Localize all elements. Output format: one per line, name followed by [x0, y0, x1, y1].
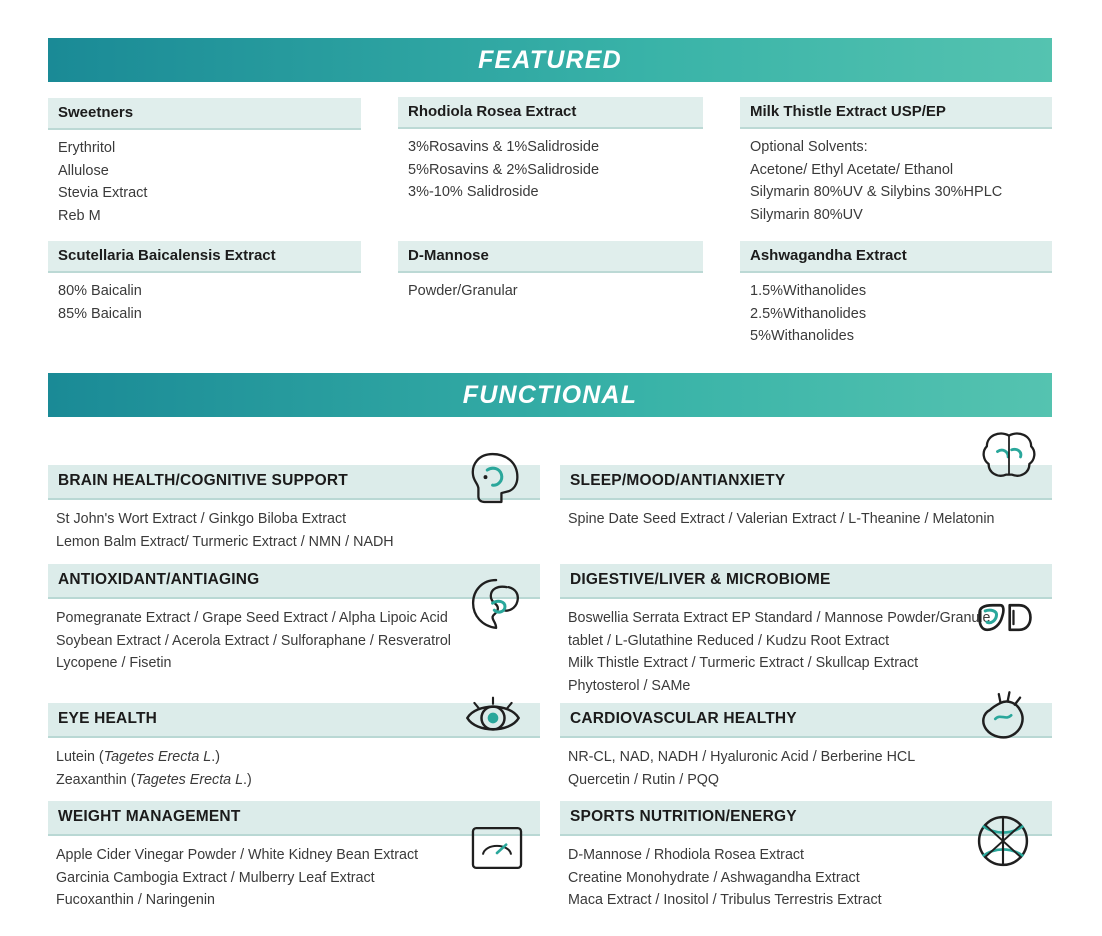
list-item: St John's Wort Extract / Ginkgo Biloba Extract [56, 511, 347, 527]
list-item: Maca Extract / Inositol / Tribulus Terrestris Extract [568, 892, 882, 908]
list-item: Stevia Extract [58, 185, 148, 201]
featured-block-milk-thistle [740, 97, 1052, 226]
list-item: 1.5%Withanolides [750, 283, 867, 299]
category-title: Rhodiola Rosea Extract [398, 97, 703, 129]
featured-block-rhodiola [398, 97, 703, 204]
functional-title: EYE HEALTH [48, 703, 540, 738]
functional-block-antioxidant [48, 564, 540, 675]
category-title: Milk Thistle Extract USP/EP [740, 97, 1052, 129]
featured-banner [48, 38, 1052, 82]
featured-banner-title: FEATURED [478, 45, 622, 74]
functional-title: SPORTS NUTRITION/ENERGY [560, 801, 1052, 836]
list-item: Phytosterol / SAMe [568, 677, 691, 694]
list-item: Lycopene / Fisetin [56, 655, 172, 671]
list-item: D-Mannose / Rhodiola Rosea Extract [568, 847, 805, 863]
functional-items [48, 836, 540, 912]
functional-block-eye-health [48, 703, 540, 791]
list-item: Erythritol [58, 140, 116, 156]
functional-title: BRAIN HEALTH/COGNITIVE SUPPORT [48, 465, 540, 500]
functional-title: WEIGHT MANAGEMENT [48, 801, 540, 836]
list-item: Lemon Balm Extract/ Turmeric Extract / NMN / NADH [56, 533, 394, 550]
functional-banner-title: FUNCTIONAL [462, 380, 638, 409]
category-items [398, 273, 703, 303]
list-item: Silymarin 80%UV & Silybins 30%HPLC [750, 184, 1003, 200]
list-item: 80% Baicalin [58, 283, 142, 299]
list-item: 85% Baicalin [58, 305, 142, 322]
functional-items [48, 599, 540, 675]
functional-items [560, 738, 1052, 791]
functional-block-digestive-liver [560, 564, 1052, 697]
functional-block-brain-health [48, 465, 540, 553]
category-items [398, 129, 703, 204]
functional-block-sleep-mood [560, 465, 1052, 531]
featured-block-ashwagandha [740, 241, 1052, 348]
list-item: Apple Cider Vinegar Powder / White Kidney Bean Extract [56, 847, 419, 863]
list-item: Spine Date Seed Extract / Valerian Extract / L-Theanine / Melatonin [568, 511, 995, 527]
list-item: Garcinia Cambogia Extract / Mulberry Leaf Extract [56, 869, 375, 886]
functional-block-weight-management [48, 801, 540, 912]
list-item: Boswellia Serrata Extract EP Standard / Mannose Powder/Granule [568, 610, 991, 626]
list-item: Reb M [58, 207, 101, 224]
list-item: Quercetin / Rutin / PQQ [568, 771, 719, 788]
category-title: Scutellaria Baicalensis Extract [48, 241, 361, 273]
functional-block-sports-nutrition [560, 801, 1052, 912]
list-item: Allulose [58, 162, 109, 179]
functional-banner [48, 373, 1052, 417]
functional-title: ANTIOXIDANT/ANTIAGING [48, 564, 540, 599]
functional-items [48, 500, 540, 553]
list-item: tablet / L-Glutathine Reduced / Kudzu Root Extract [568, 632, 890, 649]
list-item [56, 746, 530, 769]
functional-title: DIGESTIVE/LIVER & MICROBIOME [560, 564, 1052, 599]
functional-items [560, 500, 1052, 531]
functional-block-cardiovascular [560, 703, 1052, 791]
list-item: Fucoxanthin / Naringenin [56, 892, 215, 908]
list-item-text: Lutein (Tagetes Erecta L.) [56, 749, 220, 765]
list-item: 2.5%Withanolides [750, 305, 867, 322]
category-items [48, 273, 361, 325]
category-items [740, 273, 1052, 348]
list-item: Soybean Extract / Acerola Extract / Sulforaphane / Resveratrol [56, 632, 451, 649]
list-item: Creatine Monohydrate / Ashwagandha Extract [568, 869, 860, 886]
featured-block-sweetners [48, 98, 361, 227]
functional-items [560, 836, 1052, 912]
list-item: Optional Solvents: [750, 139, 868, 155]
functional-title: CARDIOVASCULAR HEALTHY [560, 703, 1052, 738]
functional-items [48, 738, 540, 791]
category-items [740, 129, 1052, 226]
featured-block-dmannose [398, 241, 703, 303]
list-item: Powder/Granular [408, 283, 518, 299]
list-item: 3%Rosavins & 1%Salidroside [408, 139, 600, 155]
list-item: 5%Withanolides [750, 328, 854, 344]
functional-items [560, 599, 1052, 697]
list-item: 5%Rosavins & 2%Salidroside [408, 161, 600, 178]
featured-block-scutellaria [48, 241, 361, 325]
list-item: Pomegranate Extract / Grape Seed Extract / Alpha Lipoic Acid [56, 610, 448, 626]
list-item: Acetone/ Ethyl Acetate/ Ethanol [750, 161, 954, 178]
list-item-text: Zeaxanthin (Tagetes Erecta L.) [56, 771, 252, 788]
category-title: Ashwagandha Extract [740, 241, 1052, 273]
category-title: D-Mannose [398, 241, 703, 273]
category-title: Sweetners [48, 98, 361, 130]
category-items [48, 130, 361, 227]
list-item: Silymarin 80%UV [750, 206, 863, 223]
list-item: 3%-10% Salidroside [408, 184, 539, 200]
functional-title: SLEEP/MOOD/ANTIANXIETY [560, 465, 1052, 500]
list-item: NR-CL, NAD, NADH / Hyaluronic Acid / Berberine HCL [568, 749, 916, 765]
list-item [56, 769, 530, 792]
list-item: Milk Thistle Extract / Turmeric Extract / Skullcap Extract [568, 655, 919, 671]
